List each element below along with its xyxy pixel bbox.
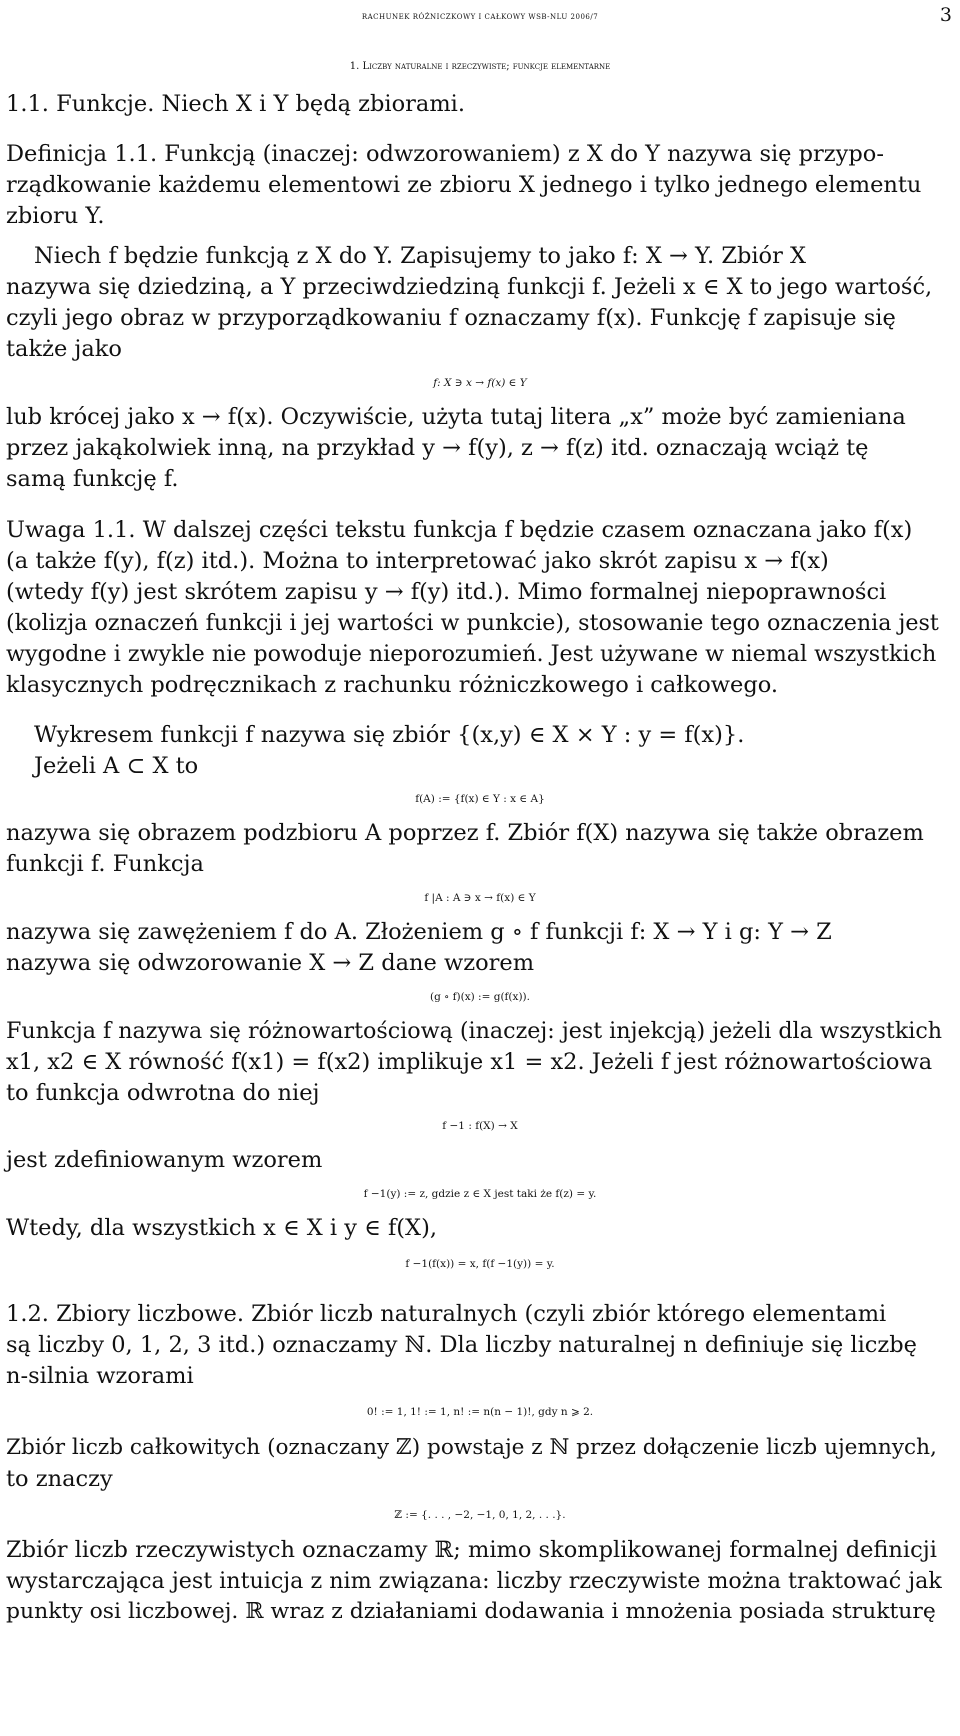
text-line: zbioru Y. xyxy=(6,203,105,229)
formula: f −1 : f(X) → X xyxy=(442,1120,518,1132)
text-line: nazywa się zawężeniem f do A. Złożeniem g ∘ f funkcji f: X → Y i g: Y → Z xyxy=(6,919,832,945)
remark-line: Uwaga 1.1. W dalszej części tekstu funkcja f będzie czasem oznaczana jako f(x) xyxy=(6,517,913,543)
text-line: (wtedy f(y) jest skrótem zapisu y → f(y) itd.). Mimo formalnej niepoprawności xyxy=(6,579,887,605)
text-line: funkcji f. Funkcja xyxy=(6,851,204,877)
text-line: wygodne i zwykle nie powoduje nieporozumień. Jest używane w niemal wszystkich xyxy=(6,641,937,667)
text-line: punkty osi liczbowej. ℝ wraz z działaniami dodawania i mnożenia posiada strukturę xyxy=(6,1599,936,1624)
subsection-1-1: 1.1. Funkcje. Niech X i Y będą zbiorami. xyxy=(6,91,466,117)
text-line: są liczby 0, 1, 2, 3 itd.) oznaczamy ℕ. Dla liczby naturalnej n definiuje się liczbę xyxy=(6,1332,917,1358)
text-line: wystarczająca jest intuicja z nim związana: liczby rzeczywiste można traktować jak xyxy=(6,1568,942,1594)
text-line: x1, x2 ∈ X równość f(x1) = f(x2) implikuje x1 = x2. Jeżeli f jest różnowartościowa xyxy=(6,1049,933,1075)
section-title: 1. Liczby naturalne i rzeczywiste; funkcje elementarne xyxy=(349,61,611,72)
text-line: Wtedy, dla wszystkich x ∈ X i y ∈ f(X), xyxy=(6,1215,438,1241)
text-line: nazywa się odwzorowanie X → Z dane wzorem xyxy=(6,950,535,976)
text-line: jest zdefiniowanym wzorem xyxy=(6,1147,323,1173)
text-line: Zbiór liczb całkowitych (oznaczany ℤ) powstaje z ℕ przez dołączenie liczb ujemnych, xyxy=(6,1435,937,1460)
formula: f −1(f(x)) = x, f(f −1(y)) = y. xyxy=(405,1258,555,1270)
text-line: Zbiór liczb rzeczywistych oznaczamy ℝ; mimo skomplikowanej formalnej definicji xyxy=(6,1537,937,1563)
text-line: Jeżeli A ⊂ X to xyxy=(34,753,199,779)
text-line: Wykresem funkcji f nazywa się zbiór {(x,y) ∈ X × Y : y = f(x)}. xyxy=(34,722,745,748)
text-line: lub krócej jako x → f(x). Oczywiście, użyta tutaj litera „x” może być zamieniana xyxy=(6,404,906,430)
running-header: RACHUNEK RÓŻNICZKOWY I CAŁKOWY WSB-NLU 2006/7 xyxy=(361,13,599,21)
page-number: 3 xyxy=(939,4,952,26)
text-line: Funkcja f nazywa się różnowartościową (inaczej: jest injekcją) jeżeli dla wszystkich xyxy=(6,1018,943,1044)
text-line: klasycznych podręcznikach z rachunku różniczkowego i całkowego. xyxy=(6,672,779,698)
text-line: przez jakąkolwiek inną, na przykład y → f(y), z → f(z) itd. oznaczają wciąż tę xyxy=(6,435,869,461)
formula: f(A) := {f(x) ∈ Y : x ∈ A} xyxy=(415,793,545,805)
formula: f: X ∋ x → f(x) ∈ Y xyxy=(433,377,527,389)
text-line: także jako xyxy=(6,336,122,362)
formula: f |A : A ∋ x → f(x) ∈ Y xyxy=(424,892,536,904)
formula: 0! := 1, 1! := 1, n! := n(n − 1)!, gdy n ⩾ 2. xyxy=(366,1406,594,1418)
text-line: to znaczy xyxy=(6,1466,113,1492)
text-line: nazywa się obrazem podzbioru A poprzez f. Zbiór f(X) nazywa się także obrazem xyxy=(6,820,924,846)
definition-line: Definicja 1.1. Funkcją (inaczej: odwzorowaniem) z X do Y nazywa się przypo- xyxy=(6,141,884,167)
text-line: nazywa się dziedziną, a Y przeciwdziedziną funkcji f. Jeżeli x ∈ X to jego wartość, xyxy=(6,274,933,300)
text-line: (kolizja oznaczeń funkcji i jej wartości w punkcie), stosowanie tego oznaczenia jest xyxy=(6,610,939,636)
text-line: (a także f(y), f(z) itd.). Można to interpretować jako skrót zapisu x → f(x) xyxy=(6,548,829,574)
text-line: samą funkcję f. xyxy=(6,466,179,492)
subsection-1-2: 1.2. Zbiory liczbowe. Zbiór liczb naturalnych (czyli zbiór którego elementami xyxy=(6,1301,887,1327)
text-line: n-silnia wzorami xyxy=(6,1363,194,1389)
formula: (g ∘ f)(x) := g(f(x)). xyxy=(429,991,530,1003)
formula: ℤ := {. . . , −2, −1, 0, 1, 2, . . .}. xyxy=(394,1509,566,1521)
text-line: rządkowanie każdemu elementowi ze zbioru X jednego i tylko jednego elementu xyxy=(6,172,922,198)
formula: f −1(y) := z, gdzie z ∈ X jest taki że f(z) = y. xyxy=(363,1188,597,1200)
text-line: Niech f będzie funkcją z X do Y. Zapisujemy to jako f: X → Y. Zbiór X xyxy=(34,243,807,269)
text-line: czyli jego obraz w przyporządkowaniu f oznaczamy f(x). Funkcję f zapisuje się xyxy=(6,305,896,331)
text-line: to funkcja odwrotna do niej xyxy=(6,1080,320,1106)
